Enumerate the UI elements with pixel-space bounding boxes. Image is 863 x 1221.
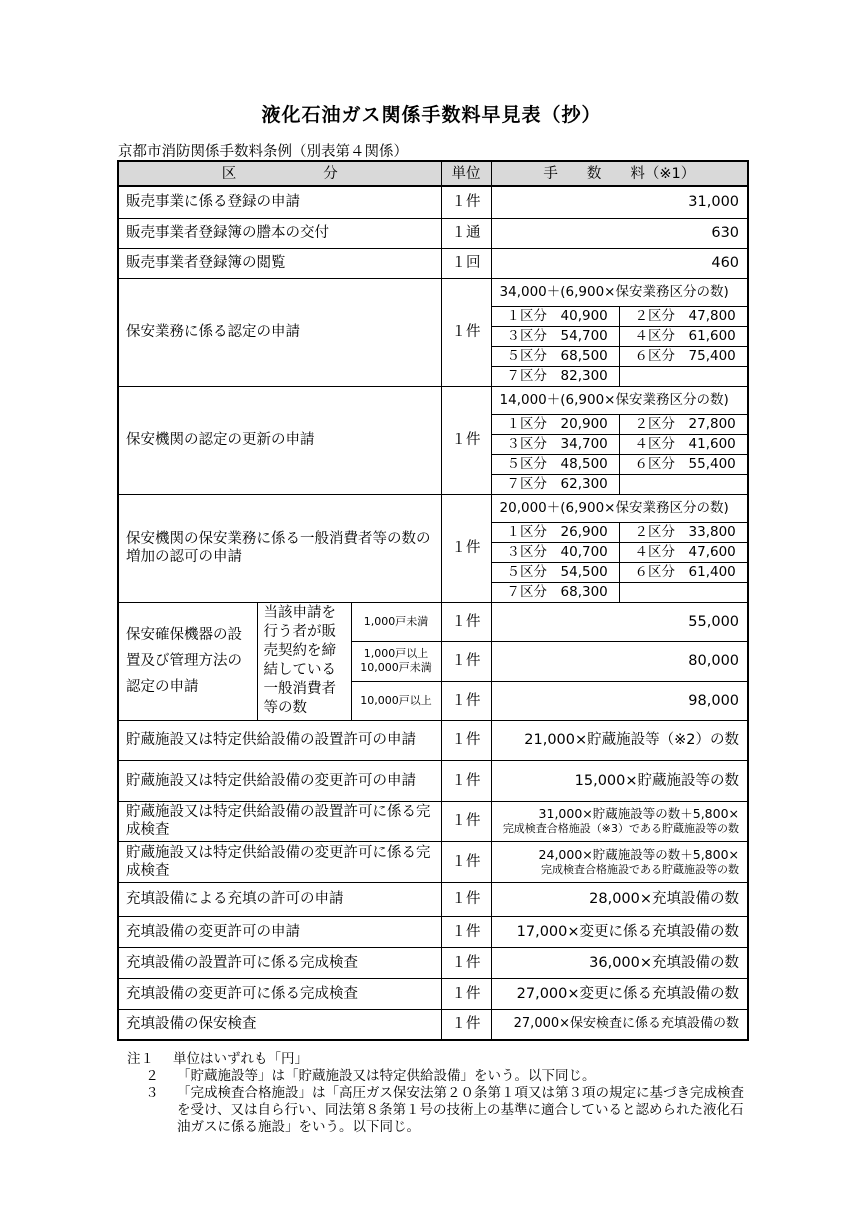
- fee-table: [117, 160, 749, 1041]
- row-unit: １件: [441, 186, 491, 218]
- zone-fee: ３区分 40,700: [492, 543, 620, 563]
- row-unit: １件: [441, 978, 491, 1009]
- tier-range: 1,000戸以上10,000戸未満: [351, 641, 441, 681]
- header-unit: 単位: [441, 161, 491, 186]
- footnote-2: [127, 1068, 747, 1085]
- zone-fee: ２区分 27,800: [620, 415, 748, 435]
- table-row: [118, 916, 748, 947]
- row-unit: １件: [441, 386, 491, 494]
- row-fee: 27,000×変更に係る充填設備の数: [491, 978, 748, 1009]
- ordinance-subtitle: 京都市消防関係手数料条例（別表第４関係）: [118, 144, 408, 160]
- table-row: [118, 602, 748, 641]
- header-fee: 手 数 料（※1）: [491, 161, 748, 186]
- row-fee: 28,000×充填設備の数: [491, 882, 748, 916]
- zone-fee: ７区分 62,300: [492, 475, 620, 494]
- row-unit: １件: [441, 801, 491, 841]
- row-fee: 31,000: [491, 186, 748, 218]
- page-title: 液化石油ガス関係手数料早見表（抄）: [261, 104, 602, 126]
- row-label: 保安機関の認定の更新の申請: [118, 386, 441, 494]
- row-label: 販売事業者登録簿の閲覧: [118, 248, 441, 278]
- row-fee: [491, 801, 748, 841]
- footnotes: [127, 1051, 747, 1136]
- table-row: [118, 218, 748, 248]
- empty-cell: [620, 367, 748, 386]
- row-fee-breakdown: [491, 278, 748, 386]
- row-fee: 21,000×貯蔵施設等（※2）の数: [491, 720, 748, 760]
- fee-formula: 34,000＋(6,900×保安業務区分の数): [499, 283, 729, 300]
- zone-fee: １区分 20,900: [492, 415, 620, 435]
- footnote-3: [127, 1085, 747, 1136]
- zone-fee: ７区分 82,300: [492, 367, 620, 386]
- empty-cell: [620, 475, 748, 494]
- row-label: 貯蔵施設又は特定供給設備の変更許可の申請: [118, 760, 441, 801]
- row-unit: １件: [441, 916, 491, 947]
- row-label: 保安機関の保安業務に係る一般消費者等の数の増加の認可の申請: [118, 494, 441, 602]
- row-label: 充填設備の保安検査: [118, 1009, 441, 1040]
- row-unit: １件: [441, 278, 491, 386]
- row-unit: １通: [441, 218, 491, 248]
- row-label: 保安業務に係る認定の申請: [118, 278, 441, 386]
- row-fee: 27,000×保安検査に係る充填設備の数: [491, 1009, 748, 1040]
- footnote-key: ２: [145, 1068, 159, 1084]
- row-fee: 98,000: [491, 681, 748, 720]
- zone-fee: ４区分 41,600: [620, 435, 748, 455]
- zone-fee: ４区分 47,600: [620, 543, 748, 563]
- table-row: [118, 494, 748, 602]
- table-row: [118, 760, 748, 801]
- zone-fee-grid: [492, 414, 748, 494]
- row-unit: １件: [441, 720, 491, 760]
- table-row: [118, 386, 748, 494]
- row-fee: [491, 841, 748, 882]
- row-label: 貯蔵施設又は特定供給設備の変更許可に係る完成検査: [118, 841, 441, 882]
- footnote-key: 注１: [127, 1051, 154, 1067]
- table-row: [118, 947, 748, 978]
- table-row: [118, 720, 748, 760]
- row-label: 貯蔵施設又は特定供給設備の設置許可に係る完成検査: [118, 801, 441, 841]
- zone-fee-grid: [492, 306, 748, 386]
- table-row: [118, 801, 748, 841]
- footnote-text: 単位はいずれも「円」: [173, 1051, 308, 1067]
- zone-fee: ６区分 75,400: [620, 347, 748, 367]
- zone-fee: ５区分 48,500: [492, 455, 620, 475]
- tier-range: 1,000戸未満: [351, 602, 441, 641]
- fee-formula: 20,000＋(6,900×保安業務区分の数): [499, 499, 729, 516]
- footnote-key: ３: [145, 1085, 159, 1101]
- zone-fee: ４区分 61,600: [620, 327, 748, 347]
- fee-line-1: 24,000×貯蔵施設等の数＋5,800×: [538, 846, 740, 862]
- row-label: 保安確保機器の設置及び管理方法の認定の申請: [118, 602, 257, 720]
- row-unit: １件: [441, 641, 491, 681]
- row-label: 貯蔵施設又は特定供給設備の設置許可の申請: [118, 720, 441, 760]
- row-sublabel: 当該申請を行う者が販売契約を締結している一般消費者等の数: [257, 602, 351, 720]
- row-unit: １件: [441, 760, 491, 801]
- row-label: 充填設備の変更許可に係る完成検査: [118, 978, 441, 1009]
- row-fee: 80,000: [491, 641, 748, 681]
- table-row: [118, 186, 748, 218]
- table-row: [118, 978, 748, 1009]
- row-unit: １件: [441, 882, 491, 916]
- footnote-text: 「貯蔵施設等」は「貯蔵施設又は特定供給設備」をいう。以下同じ。: [177, 1068, 596, 1084]
- row-label: 充填設備による充填の許可の申請: [118, 882, 441, 916]
- footnote-1: [127, 1051, 747, 1068]
- row-label: 販売事業に係る登録の申請: [118, 186, 441, 218]
- fee-line-2: 完成検査合格施設である貯蔵施設等の数: [541, 862, 740, 876]
- zone-fee: ６区分 55,400: [620, 455, 748, 475]
- row-unit: １件: [441, 947, 491, 978]
- zone-fee-grid: [492, 522, 748, 602]
- zone-fee: ３区分 34,700: [492, 435, 620, 455]
- zone-fee: １区分 26,900: [492, 523, 620, 543]
- fee-line-1: 31,000×貯蔵施設等の数＋5,800×: [538, 806, 740, 821]
- fee-formula: 14,000＋(6,900×保安業務区分の数): [499, 391, 729, 408]
- row-fee: 17,000×変更に係る充填設備の数: [491, 916, 748, 947]
- table-header-row: [118, 161, 748, 186]
- zone-fee: １区分 40,900: [492, 307, 620, 327]
- empty-cell: [620, 583, 748, 602]
- row-label: 充填設備の設置許可に係る完成検査: [118, 947, 441, 978]
- table-row: [118, 1009, 748, 1040]
- zone-fee: ６区分 61,400: [620, 563, 748, 583]
- row-unit: １回: [441, 248, 491, 278]
- table-row: [118, 278, 748, 386]
- row-unit: １件: [441, 1009, 491, 1040]
- footnote-text: 「完成検査合格施設」は「高圧ガス保安法第２０条第１項又は第３項の規定に基づき完成検査を受け、又は自ら行い、同法第８条第１号の技術上の基準に適合していると認められた液化石油ガスに係る施設」をいう。以下同じ。: [177, 1085, 744, 1135]
- row-unit: １件: [441, 494, 491, 602]
- header-category: 区 分: [118, 161, 441, 186]
- row-unit: １件: [441, 681, 491, 720]
- zone-fee: ５区分 54,500: [492, 563, 620, 583]
- row-unit: １件: [441, 602, 491, 641]
- row-label: 充填設備の変更許可の申請: [118, 916, 441, 947]
- table-row: [118, 882, 748, 916]
- fee-line-2: 完成検査合格施設（※3）である貯蔵施設等の数: [502, 822, 740, 835]
- row-fee: 15,000×貯蔵施設等の数: [491, 760, 748, 801]
- zone-fee: ７区分 68,300: [492, 583, 620, 602]
- table-row: [118, 248, 748, 278]
- row-fee-breakdown: [491, 494, 748, 602]
- row-fee: 460: [491, 248, 748, 278]
- row-fee: 55,000: [491, 602, 748, 641]
- row-label: 販売事業者登録簿の謄本の交付: [118, 218, 441, 248]
- table-row: [118, 841, 748, 882]
- tier-range: 10,000戸以上: [351, 681, 441, 720]
- zone-fee: ２区分 47,800: [620, 307, 748, 327]
- row-fee: 630: [491, 218, 748, 248]
- zone-fee: ５区分 68,500: [492, 347, 620, 367]
- row-unit: １件: [441, 841, 491, 882]
- row-fee: 36,000×充填設備の数: [491, 947, 748, 978]
- zone-fee: ３区分 54,700: [492, 327, 620, 347]
- zone-fee: ２区分 33,800: [620, 523, 748, 543]
- row-fee-breakdown: [491, 386, 748, 494]
